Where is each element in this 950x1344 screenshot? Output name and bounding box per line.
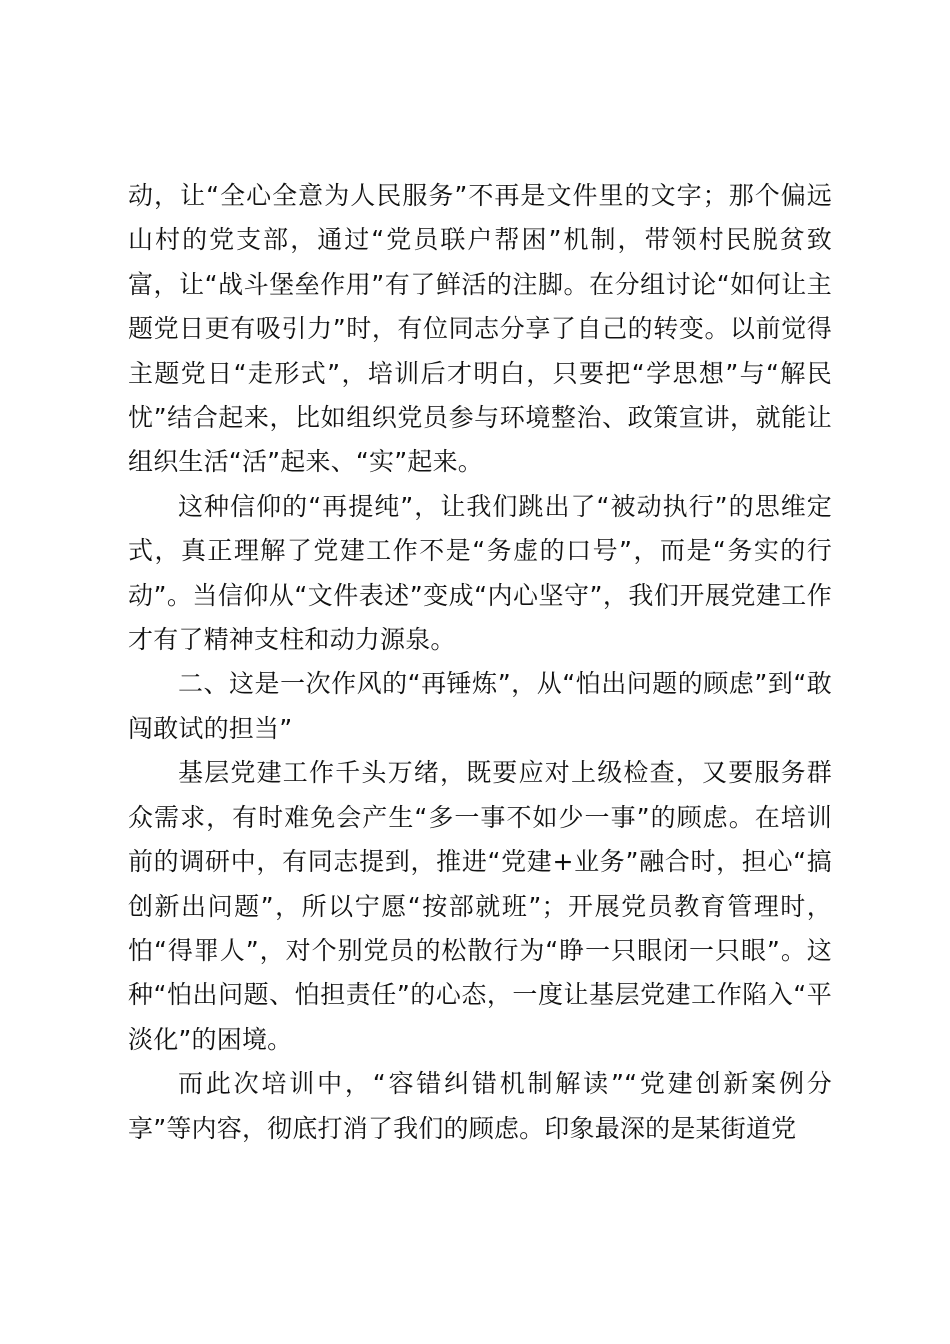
document-body bbox=[128, 174, 832, 1151]
paragraph-faith-purification: 这种信仰的“再提纯”，让我们跳出了“被动执行”的思维定式，真正理解了党建工作不是“务虚的口号”，而是“务实的行动”。当信仰从“文件表述”变成“内心坚守”，我们开展党建工作才有了精神支柱和动力源泉。 bbox=[128, 491, 832, 655]
paragraph-continued: 动，让“全心全意为人民服务”不再是文件里的文字；那个偏远山村的党支部，通过“党员联户帮困”机制，带领村民脱贫致富，让“战斗堡垒作用”有了鲜活的注脚。在分组讨论“如何让主题党日更有吸引力”时，有位同志分享了自己的转变。以前觉得主题党日“走形式”，培训后才明白，只要把“学思想”与“解民忧”结合起来，比如组织党员参与环境整治、政策宣讲，就能让组织生活“活”起来、“实”起来。 bbox=[128, 181, 832, 477]
paragraph-grassroots-concerns: 基层党建工作千头万绪，既要应对上级检查，又要服务群众需求，有时难免会产生“多一事不如少一事”的顾虑。在培训前的调研中，有同志提到，推进“党建+业务”融合时，担心“搞创新出问题”，所以宁愿“按部就班”；开展党员教育管理时，怕“得罪人”，对个别党员的松散行为“睁一只眼闭一只眼”。这种“怕出问题、怕担责任”的心态，一度让基层党建工作陷入“平淡化”的困境。 bbox=[128, 758, 832, 1054]
paragraph-training-content: 而此次培训中，“容错纠错机制解读”“党建创新案例分享”等内容，彻底打消了我们的顾虑。印象最深的是某街道党 bbox=[128, 1069, 832, 1143]
section-heading-two: 二、这是一次作风的“再锤炼”，从“怕出问题的顾虑”到“敢闯敢试的担当” bbox=[128, 669, 832, 743]
